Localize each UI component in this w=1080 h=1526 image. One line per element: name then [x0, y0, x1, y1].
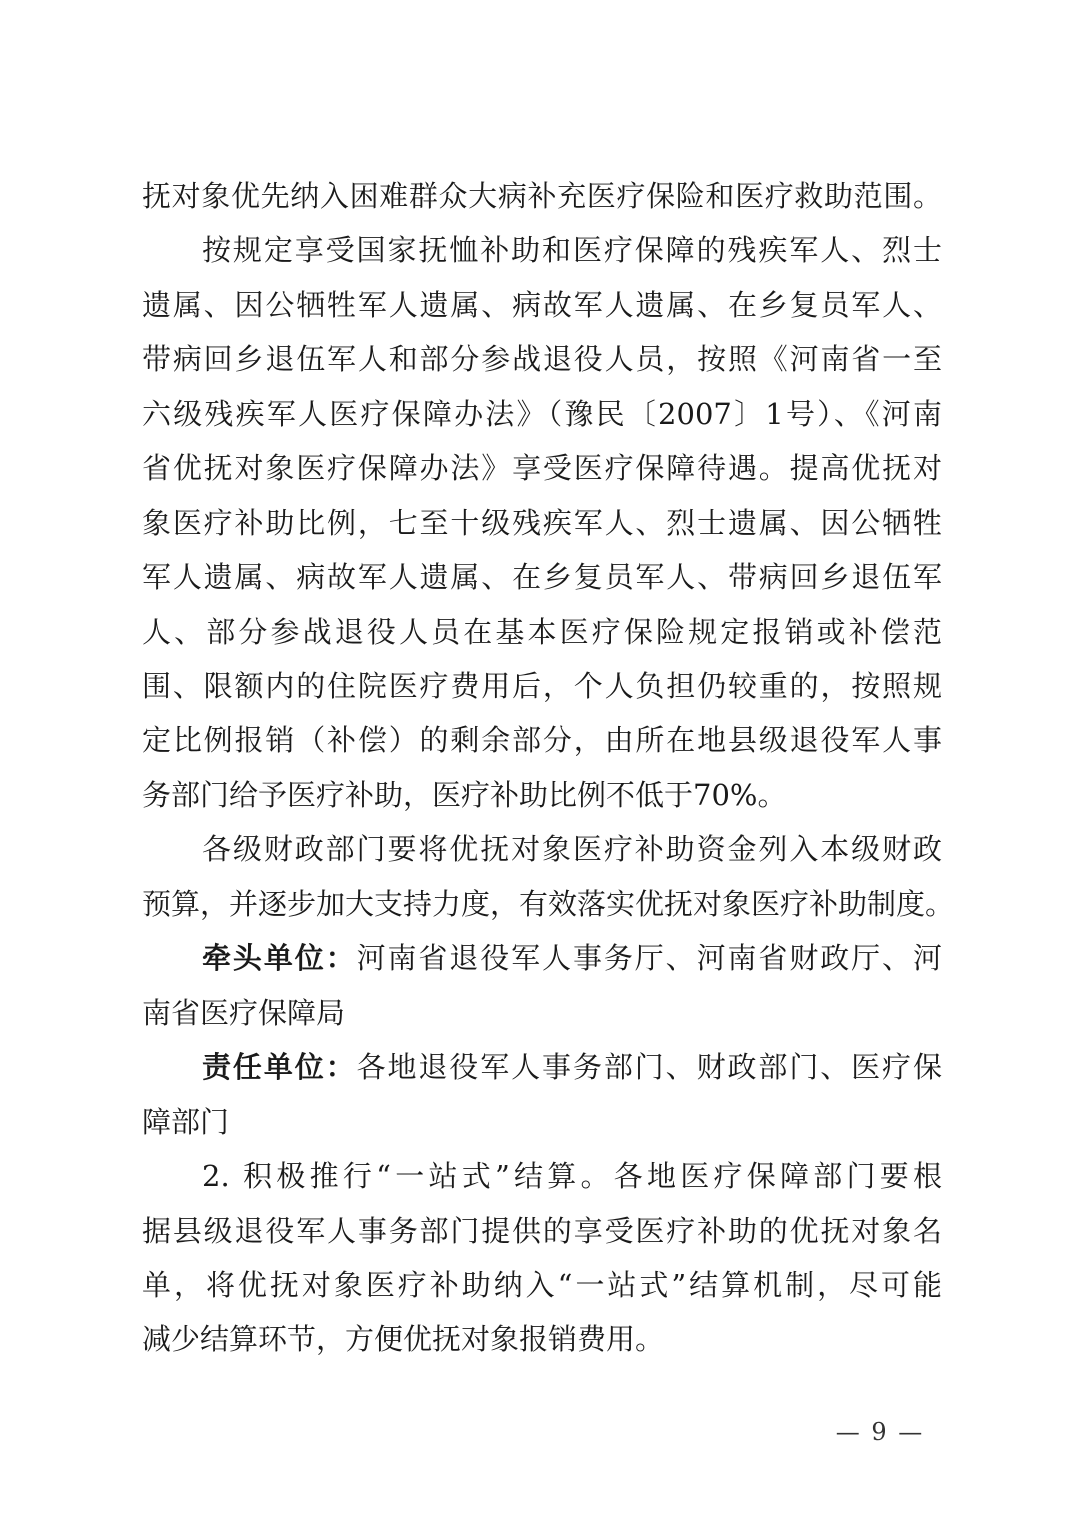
text-line: 南省医疗保障局 [142, 996, 346, 1030]
lead-unit-line [202, 938, 942, 978]
lead-unit-text: 河南省退役军人事务厅、河南省财政厅、河 [356, 941, 942, 975]
text-line: 抚对象优先纳入困难群众大病补充医疗保险和医疗救助范围。 [142, 179, 942, 213]
text-line: 人、部分参战退役人员在基本医疗保险规定报销或补偿范 [142, 615, 942, 649]
text-line: 各级财政部门要将优抚对象医疗补助资金列入本级财政 [202, 832, 942, 866]
text-line: 障部门 [142, 1105, 230, 1139]
page-number: — 9 — [835, 1418, 925, 1446]
text-line: 军人遗属、病故军人遗属、在乡复员军人、带病回乡退伍军 [142, 560, 942, 594]
text-line: 按规定享受国家抚恤补助和医疗保障的残疾军人、烈士 [202, 233, 942, 267]
responsible-unit-label: 责任单位： [202, 1050, 357, 1084]
text-line: 带病回乡退伍军人和部分参战退役人员，按照《河南省一至 [142, 342, 942, 376]
text-line: 围、限额内的住院医疗费用后，个人负担仍较重的，按照规 [142, 669, 942, 703]
text-line: 六级残疾军人医疗保障办法》（豫民〔2007〕1号）、《河南 [142, 397, 942, 431]
text-line: 象医疗补助比例，七至十级残疾军人、烈士遗属、因公牺牲 [142, 506, 942, 540]
lead-unit-label: 牵头单位： [202, 941, 357, 975]
text-line: 2. 积极推行“一站式”结算。各地医疗保障部门要根 [202, 1159, 942, 1193]
text-line: 省优抚对象医疗保障办法》享受医疗保障待遇。提高优抚对 [142, 451, 942, 485]
responsible-unit-text: 各地退役军人事务部门、财政部门、医疗保 [356, 1050, 942, 1084]
text-line: 务部门给予医疗补助，医疗补助比例不低于70%。 [142, 778, 787, 812]
text-line: 预算，并逐步加大支持力度，有效落实优抚对象医疗补助制度。 [142, 887, 955, 921]
text-line: 据县级退役军人事务部门提供的享受医疗补助的优抚对象名 [142, 1214, 942, 1248]
text-line: 遗属、因公牺牲军人遗属、病故军人遗属、在乡复员军人、 [142, 288, 942, 322]
text-line: 定比例报销（补偿）的剩余部分，由所在地县级退役军人事 [142, 723, 942, 757]
text-line: 减少结算环节，方便优抚对象报销费用。 [142, 1322, 665, 1356]
responsible-unit-line [202, 1047, 942, 1087]
text-line: 单，将优抚对象医疗补助纳入“一站式”结算机制，尽可能 [142, 1268, 942, 1302]
